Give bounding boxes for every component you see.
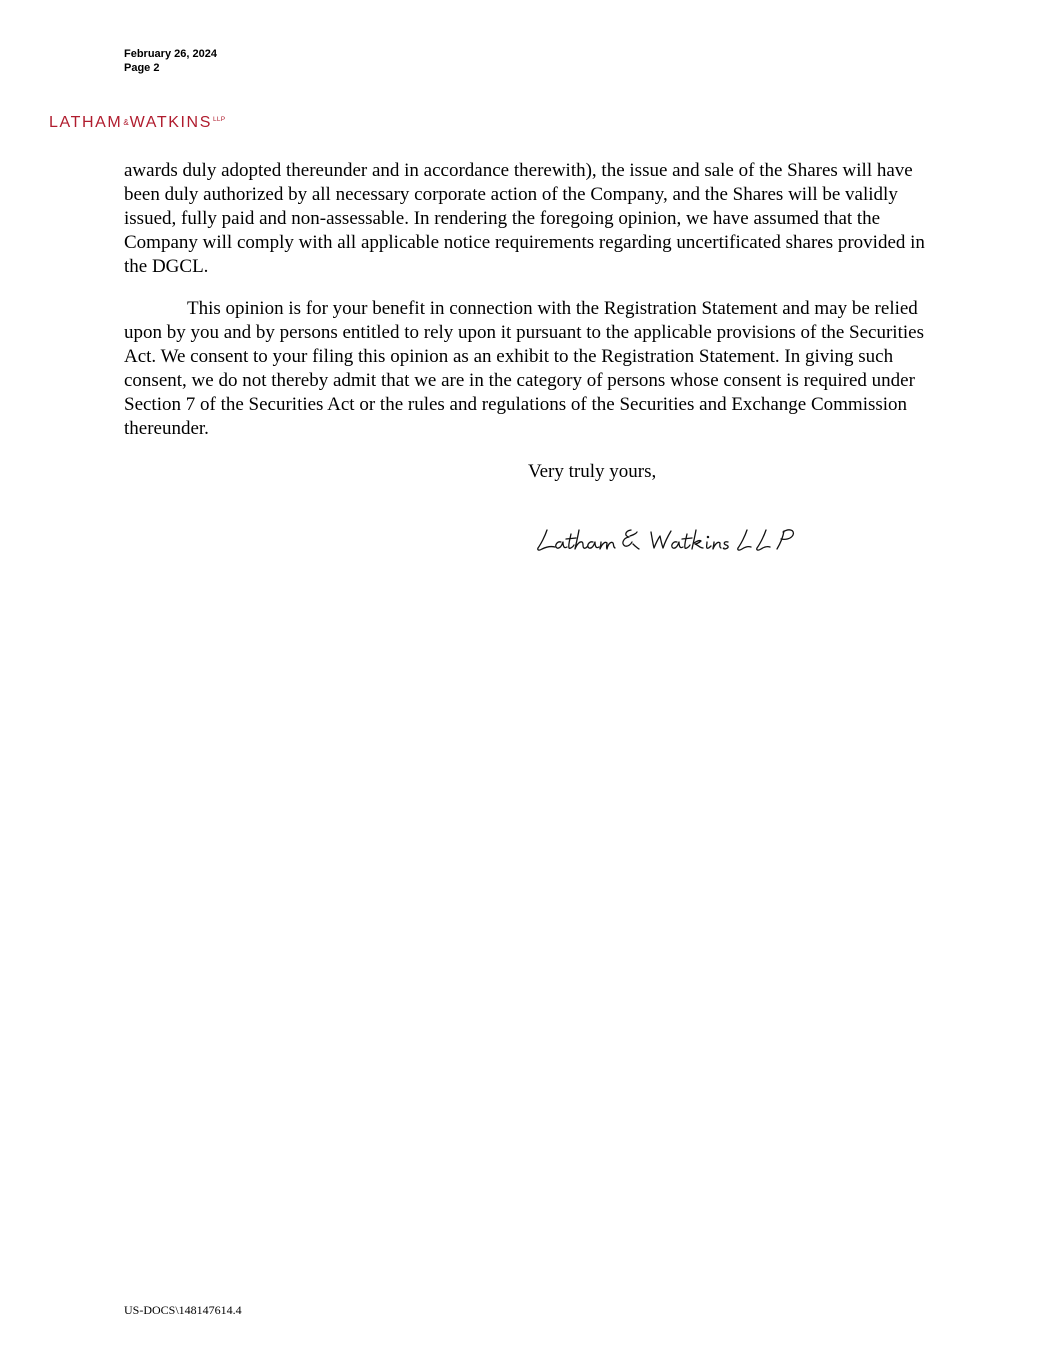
logo-suffix: LLP [212, 116, 226, 123]
body-paragraph-1: awards duly adopted thereunder and in accordance therewith), the issue and sale of the Shares will have been duly authorized by all necessary corporate action of the Company, and the Shares will be validly issued, fully paid and non-assessable. In rendering the foregoing opinion, we have assumed that the Company will comply with all applicable notice requirements regarding uncertificated shares provided in the DGCL. [124, 160, 925, 277]
document-id: US-DOCS\148147614.4 [124, 1303, 242, 1317]
closing-salutation: Very truly yours, [528, 461, 657, 482]
letter-body [124, 159, 936, 441]
logo-name-part2: WATKINS [129, 114, 212, 131]
page-number: Page 2 [124, 62, 160, 74]
logo-ampersand: & [123, 118, 129, 127]
body-paragraph-2: This opinion is for your benefit in connection with the Registration Statement and may be relied upon by you and by persons entitled to rely upon it pursuant to the applicable provisions of the Securities Act. We consent to your filing this opinion as an exhibit to the Registration Statement. In giving such consent, we do not thereby admit that we are in the category of persons whose consent is required under Section 7 of the Securities Act or the rules and regulations of the Securities and Exchange Commission thereunder. [124, 298, 924, 439]
letter-date: February 26, 2024 [124, 48, 217, 60]
logo-name-part1: LATHAM [49, 114, 123, 131]
letter-header [124, 47, 217, 75]
signature-image [533, 522, 803, 562]
firm-logo [49, 110, 225, 133]
handwritten-signature [533, 522, 803, 562]
